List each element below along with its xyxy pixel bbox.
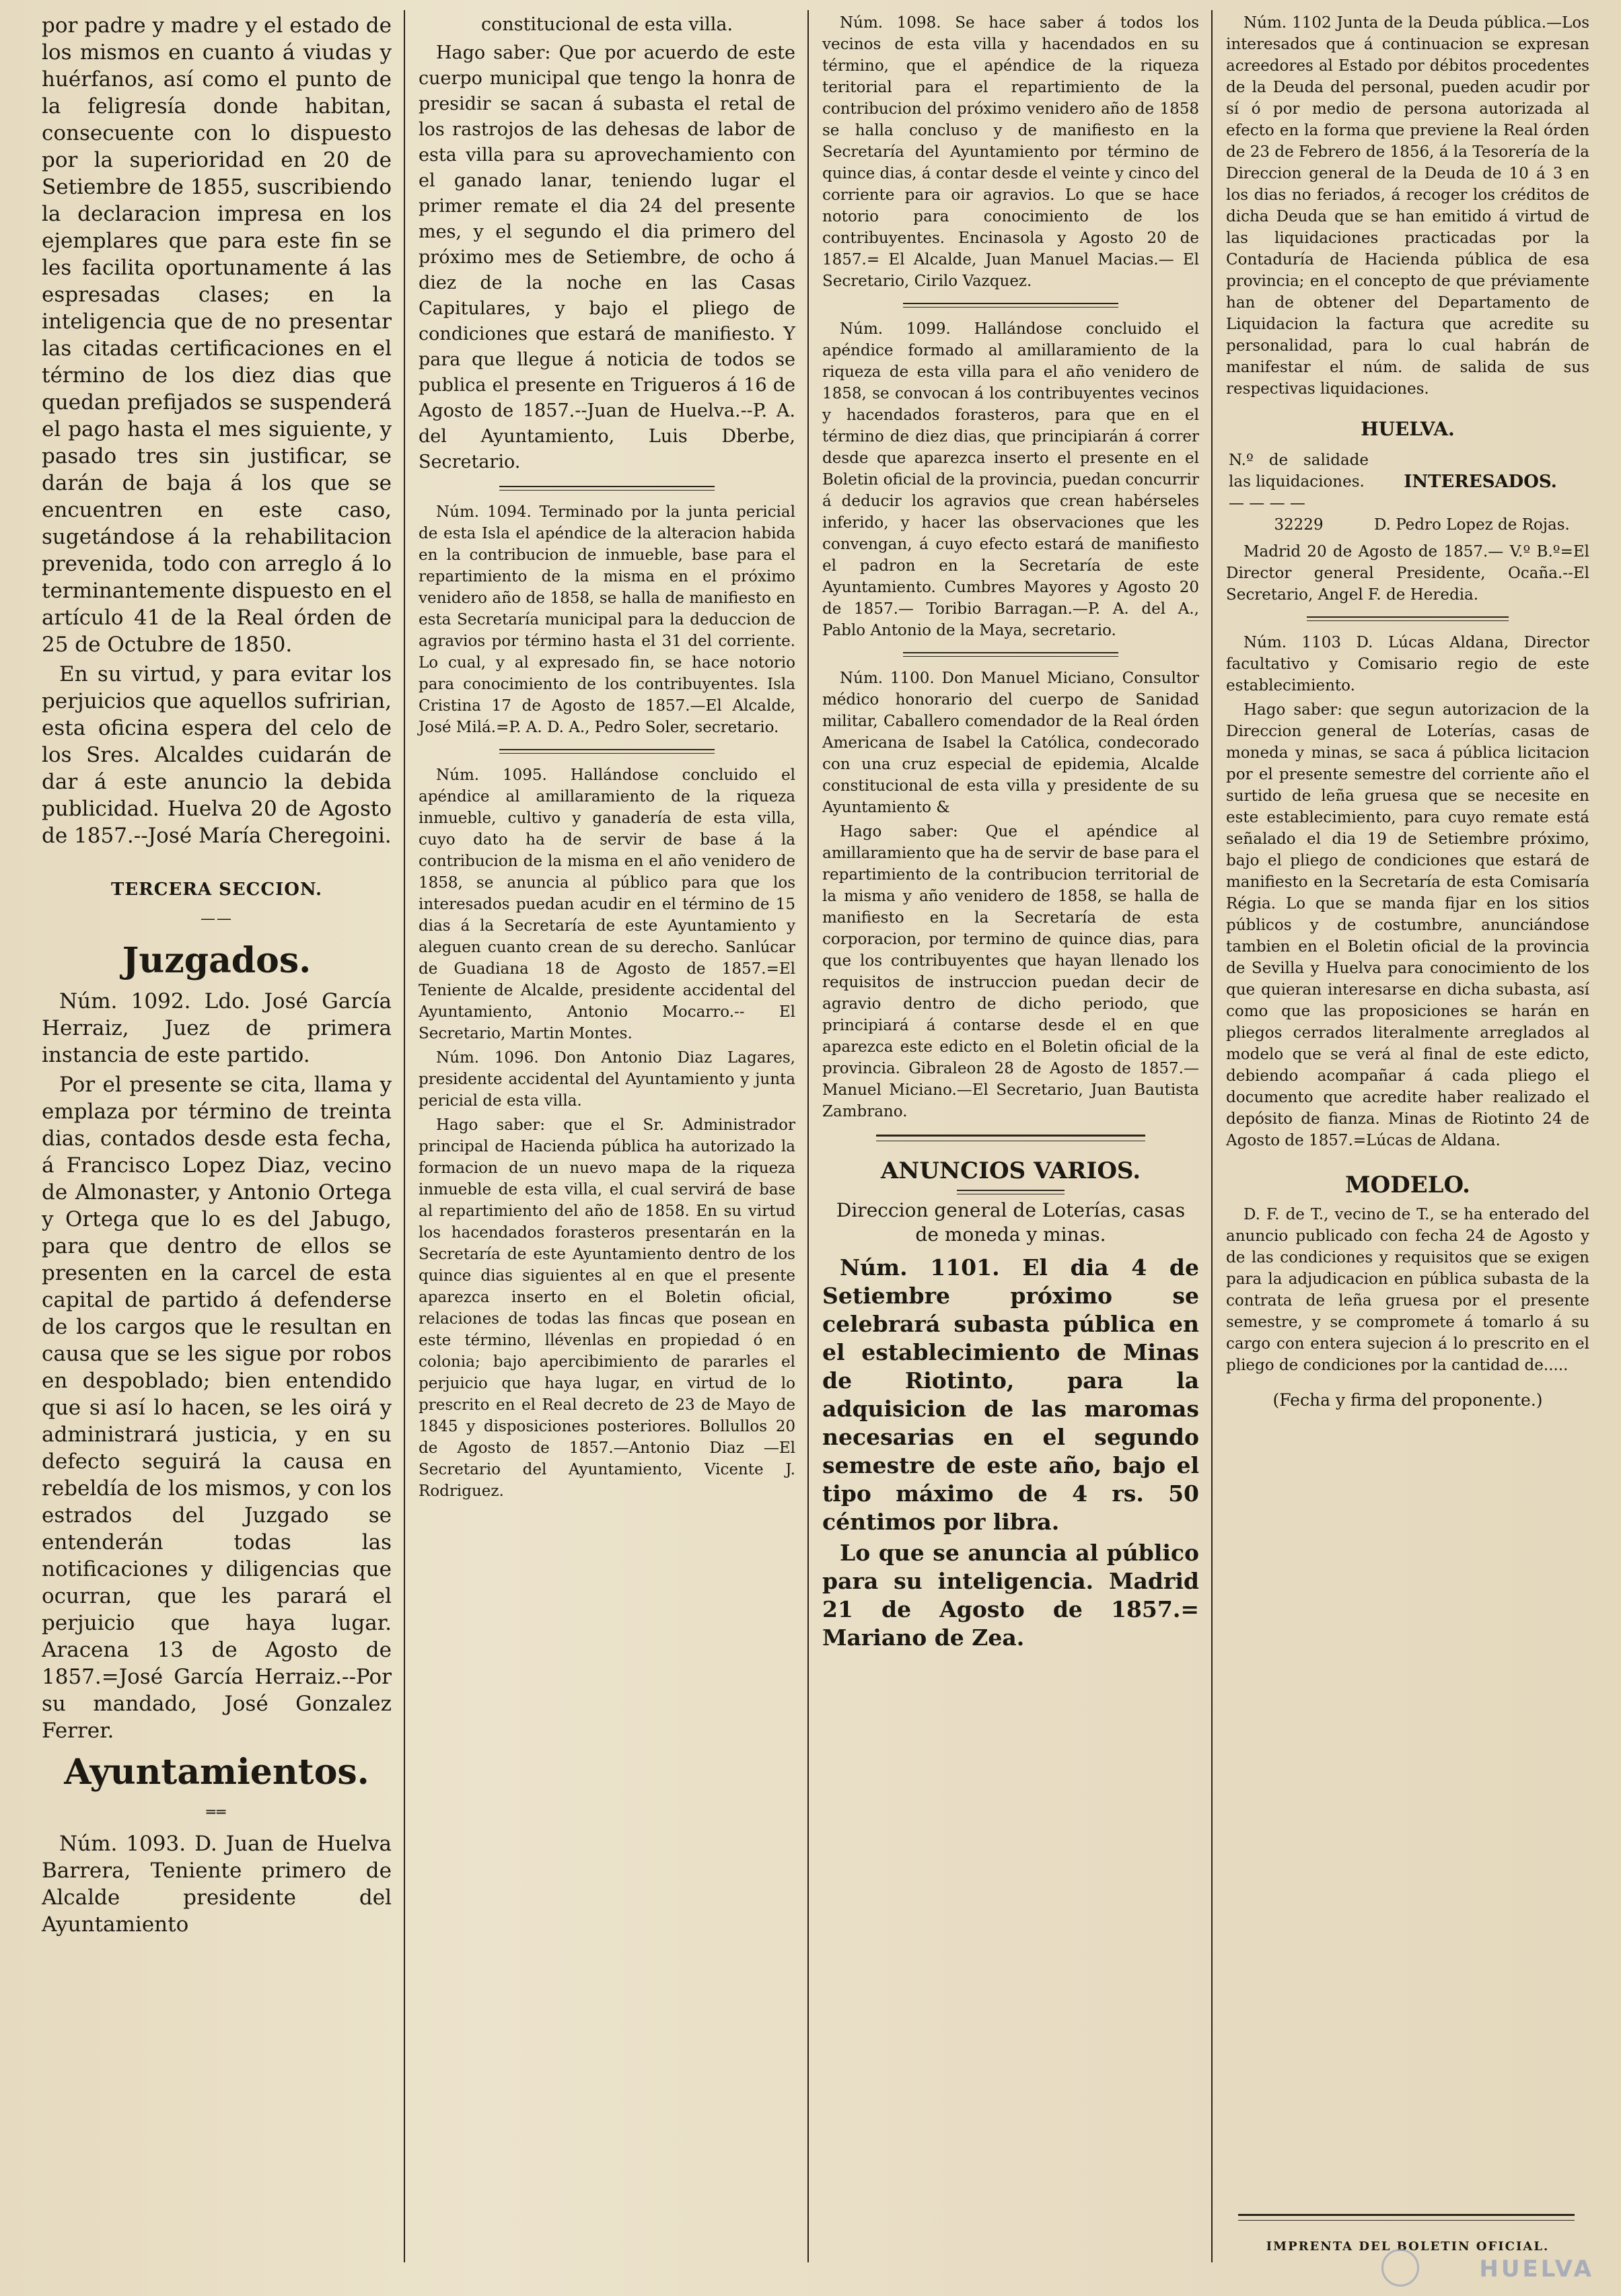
column-2 [412, 12, 802, 2256]
notice-1101-sign: Lo que se anuncia al público para su inteligencia. Madrid 21 de Agosto de 1857.= Mariano de Zea. [822, 1540, 1199, 1651]
madrid-signature: Madrid 20 de Agosto de 1857.— V.º B.º=El Director general Presidente, Ocaña.--El Secretario, Angel F. de Heredia. [1226, 543, 1589, 604]
footer-rule [1238, 2214, 1575, 2221]
heading-rule [957, 1190, 1065, 1194]
notice-1092-title: Núm. 1092. Ldo. José García Herraiz, Juez de primera instancia de este partido. [42, 989, 392, 1067]
notice-1100-body: Hago saber: Que el apéndice al amillaramiento que ha de servir de base para el repartimiento de la contribucion territorial de la misma y año venidero de 1858, se halla de manifiesto en la Secretaría de esta corporacion, por termino de quince dias, para que los contribuyentes que hayan llenado los requisitos de instruccion puedan decir de agravio dentro de dicho periodo, que principiará á contarse desde el en que aparezca este edicto en el Boletin oficial de la provincia. Gibraleon 28 de Agosto de 1857.—Manuel Miciano.—El Secretario, Juan Bautista Zambrano. [822, 823, 1199, 1120]
notice-1095: Núm. 1095. Hallándose concluido el apéndice al amillaramiento de la riqueza inmueble, cultivo y ganadería de esta villa, cuyo dato ha de servir de base á la contribucion de la misma en el año venidero de 1858, se anuncia al público para que los interesados puedan acudir en el término de 15 dias á la Secretaría de este Ayuntamiento y aleguen cuanto crean de su derecho. Sanlúcar de Guadiana 18 de Agosto de 1857.=El Teniente de Alcalde, presidente accidental del Ayuntamiento, Antonio Mocarro.-- El Secretario, Martin Montes. [419, 766, 795, 1042]
notice-1103-title: Núm. 1103 D. Lúcas Aldana, Director facultativo y Comisario regio de este establecimiento. [1226, 634, 1589, 694]
column-3 [816, 12, 1206, 2256]
column-1 [35, 12, 398, 2256]
notice-1103-body: Hago saber: que segun autorizacion de la Direccion general de Loterías, casas de moneda y minas, se saca á pública licitacion por el presente semestre del corriente año el surtido de leña gruesa que se necesite en este establecimiento, para cuyo remate está señalado el dia 19 de Setiembre próximo, bajo el pliego de condiciones que estará de manifiesto en la Secretaría de esta Comisaría Régia. Lo que se manda fijar en los sitios públicos y de costumbre, anunciándose tambien en el Boletin oficial de la provincia de Sevilla y Huelva para conocimiento de los que quieran interesarse en dicha subasta, así como que las proposiciones se harán en pliegos cerrados literalmente arreglados al modelo que se verá al final de este edicto, debiendo acompañar á cada pliego el documento que acredite haber realizado el depósito de fianza. Minas de Riotinto 24 de Agosto de 1857.=Lúcas de Aldana. [1226, 701, 1589, 1149]
notice-1101-body: Núm. 1101. El dia 4 de Setiembre próximo se celebrará subasta pública en el establecimiento de Minas de Riotinto, para la adquisicion de las maromas necesarias en el segundo semestre de este año, bajo el tipo máximo de 4 rs. 50 céntimos por libra. [822, 1254, 1199, 1535]
anuncios-heading: ANUNCIOS VARIOS. [880, 1157, 1141, 1184]
section-divider [876, 1135, 1145, 1141]
archive-watermark: HUELVA [1479, 2256, 1594, 2283]
notice-divider [499, 486, 715, 491]
table-row [1226, 514, 1589, 536]
intro-paragraph: En su virtud, y para evitar los perjuicios que aquellos sufririan, esta oficina espera del celo de los Sres. Alcaldes cuidarán de dar á este anuncio la debida publicidad. Huelva 20 de Agosto de 1857.--José María Cheregoini. [42, 662, 392, 848]
printer-imprint: IMPRENTA DEL BOLETIN OFICIAL. [1266, 2239, 1550, 2254]
column-rule [807, 10, 809, 2262]
notice-divider [903, 652, 1118, 657]
table-header-interesados: INTERESADOS. [1404, 472, 1557, 492]
notice-divider [499, 749, 715, 754]
huelva-heading: HUELVA. [1361, 418, 1455, 440]
table-cell-name: D. Pedro Lopez de Rojas. [1374, 516, 1570, 534]
creditors-table [1226, 450, 1589, 536]
ayuntamientos-dash: ══ [206, 1804, 227, 1821]
table-dash: — — — — [1229, 495, 1305, 512]
notice-1096-body: Hago saber: que el Sr. Administrador principal de Hacienda pública ha autorizado la formacion de un nuevo mapa de la riqueza inmueble de esta villa, el cual servirá de base al repartimiento del año de 1858. En su virtud los hacendados forasteros presentarán en la Secretaría de este Ayuntamiento dentro de los quince dias siguientes al en que el presente aparezca inserto en el Boletin oficial, relaciones de todas las fincas que posean en este término, llévenlas en propiedad ó en colonia; bajo apercibimiento de pararles el perjuicio que haya lugar, en virtud de lo prescrito en el Real decreto de 23 de Mayo de 1845 y disposiciones posteriores. Bollullos 20 de Agosto de 1857.—Antonio Diaz —El Secretario del Ayuntamiento, Vicente J. Rodriguez. [419, 1116, 795, 1500]
fecha-firma: (Fecha y firma del proponente.) [1272, 1390, 1543, 1410]
section-dash: —— [201, 910, 233, 927]
column-rule [404, 10, 405, 2262]
anuncios-subheading: Direccion general de Loterías, casas de moneda y minas. [836, 1199, 1186, 1246]
modelo-text: D. F. de T., vecino de T., se ha enterado del anuncio publicado con fecha 24 de Agosto y de las condiciones y requisitos que se exigen para la adjudicacion en pública subasta de la contrata de leña gruesa por el presente semestre, y se compromete á tomarlo á su cargo con entera sujecion á lo prescrito en el pliego de condiciones por la cantidad de..... [1226, 1206, 1589, 1374]
table-cell-number: 32229 [1274, 516, 1324, 534]
notice-1100-title: Núm. 1100. Don Manuel Miciano, Consultor médico honorario del cuerpo de Sanidad militar, Caballero comendador de la Real órden Americana de Isabel la Católica, condecorado con una cruz especial de epidemia, Alcalde constitucional de esta villa y presidente de su Ayuntamiento & [822, 670, 1199, 816]
notice-1093-body: Hago saber: Que por acuerdo de este cuerpo municipal que tengo la honra de presidir se sacan á subasta el retal de los rastrojos de las dehesas de labor de esta villa para su aprovechamiento con el ganado lanar, teniendo lugar el primer remate el dia 24 del presente mes, y el segundo el dia primero del próximo mes de Setiembre, de ocho á diez de la noche en las Casas Capitulares, y bajo el pliego de condiciones que estará de manifiesto. Y para que llegue á noticia de todos se publica el presente en Trigueros á 16 de Agosto de 1857.--Juan de Huelva.--P. A. del Ayuntamiento, Luis Dberbe, Secretario. [419, 42, 795, 472]
notice-1098: Núm. 1098. Se hace saber á todos los vecinos de esta villa y hacendados en su término, que el apéndice de la riqueza teritorial para el repartimiento de la contribucion del próximo venidero año de 1858 se halla concluso y de manifiesto en la Secretaría del Ayuntamiento por término de quince dias, á contar desde el veinte y cinco del corriente para oir agravios. Lo que se hace notorio para conocimiento de los contribuyentes. Encinasola y Agosto 20 de 1857.= El Alcalde, Juan Manuel Macias.— El Secretario, Cirilo Vazquez. [822, 14, 1199, 290]
notice-divider [903, 303, 1118, 308]
table-header-row [1226, 450, 1589, 493]
ayuntamientos-heading: Ayuntamientos. [64, 1752, 369, 1793]
table-dash-row [1226, 493, 1589, 514]
juzgados-heading: Juzgados. [122, 940, 312, 981]
intro-paragraph: por padre y madre y el estado de los mismos en cuanto á viudas y huérfanos, así como el punto de la feligresía donde habitan, consecuente con lo dispuesto por la superioridad en 20 de Setiembre de 1855, suscribiendo la declaracion impresa en los ejemplares que para este fin se les facilita oportunamente á las espresadas clases; en la inteligencia que de no presentar las citadas certificaciones en el término de los diez dias que quedan prefijados se suspenderá el pago hasta el mes siguiente, y pasado tres sin justificar, se darán de baja á los que se encuentren en este caso, sugetándose á la rehabilitacion prevenida, todo con arreglo á lo terminantemente dispuesto en el artículo 41 de la Real órden de 25 de Octubre de 1850. [42, 13, 392, 657]
notice-1093-title: Núm. 1093. D. Juan de Huelva Barrera, Teniente primero de Alcalde presidente del Ayuntamiento [42, 1832, 392, 1937]
column-4 [1219, 12, 1596, 2256]
modelo-heading: MODELO. [1344, 1172, 1471, 1198]
notice-1102: Núm. 1102 Junta de la Deuda pública.—Los interesados que á continuacion se expresan acreedores al Estado por débitos procedentes de la Deuda del personal, pueden acudir por sí ó por medio de persona autorizada al efecto en la forma que previene la Real órden de 23 de Febrero de 1856, á la Tesorería de la Direccion general de la Deuda de 10 á 3 en los dias no feriados, á recoger los créditos de dicha Deuda que se han emitido á virtud de las liquidaciones practicadas por la Contaduría de Hacienda pública de esa provincia; en el concepto de que préviamente han de obtener del Departamento de Liquidacion la factura que acredite su personalidad, para lo cual habrán de manifestar el núm. de salida de sus respectivas liquidaciones. [1226, 14, 1589, 398]
column-rule [1211, 10, 1213, 2262]
notice-divider [1307, 616, 1509, 621]
notice-1093-cont: constitucional de esta villa. [480, 14, 733, 35]
table-header-number: N.º de salidade las liquidaciones. [1229, 452, 1369, 491]
notice-1094: Núm. 1094. Terminado por la junta pericial de esta Isla el apéndice de la alteracion habida en la contribucion de inmueble, base para el repartimiento de la misma en el próximo venidero año de 1858, se halla de manifiesto en esta Secretaría municipal para la deduccion de agravios por término hasta el 31 del corriente. Lo cual, y al expresado fin, se hace notorio para conocimiento de los contribuyentes. Isla Cristina 17 de Agosto de 1857.—El Alcalde, José Milá.=P. A. D. A., Pedro Soler, secretario. [419, 503, 795, 736]
notice-1099: Núm. 1099. Hallándose concluido el apéndice formado al amillaramiento de la riqueza de esta villa para el año venidero de 1858, se convocan á los contribuyentes vecinos y hacendados forasteros, para que en el término de diez dias, que principiarán á correr desde que aparezca inserto el presente en el Boletin oficial de la provincia, puedan concurrir á deducir los agravios que crean habérseles inferido, y hacer las observaciones que les convengan, á cuyo efecto estará de manifiesto el padron en la Secretaría de este Ayuntamiento. Cumbres Mayores y Agosto 20 de 1857.— Toribio Barragan.—P. A. del A., Pablo Antonio de la Maya, secretario. [822, 320, 1199, 639]
notice-1092-body: Por el presente se cita, llama y emplaza por término de treinta dias, contados desde esta fecha, á Francisco Lopez Diaz, vecino de Almonaster, y Antonio Ortega y Ortega que lo es del Jabugo, para que dentro de ellos se presenten en la carcel de esta capital de partido á defenderse de los cargos que le resultan en causa que se les sigue por robos en despoblado; bien entendido que si así lo hacen, se les oirá y administrará justicia, y en su defecto seguirá la causa en rebeldía de los mismos, y con los estrados del Juzgado se entenderán todas las notificaciones y diligencias que ocurran, que les parará el perjuicio que haya lugar. Aracena 13 de Agosto de 1857.=José García Herraiz.--Por su mandado, José Gonzalez Ferrer. [42, 1073, 392, 1743]
section-heading: TERCERA SECCION. [110, 880, 323, 900]
notice-1096-title: Núm. 1096. Don Antonio Diaz Lagares, presidente accidental del Ayuntamiento y junta pericial de esta villa. [419, 1049, 795, 1110]
